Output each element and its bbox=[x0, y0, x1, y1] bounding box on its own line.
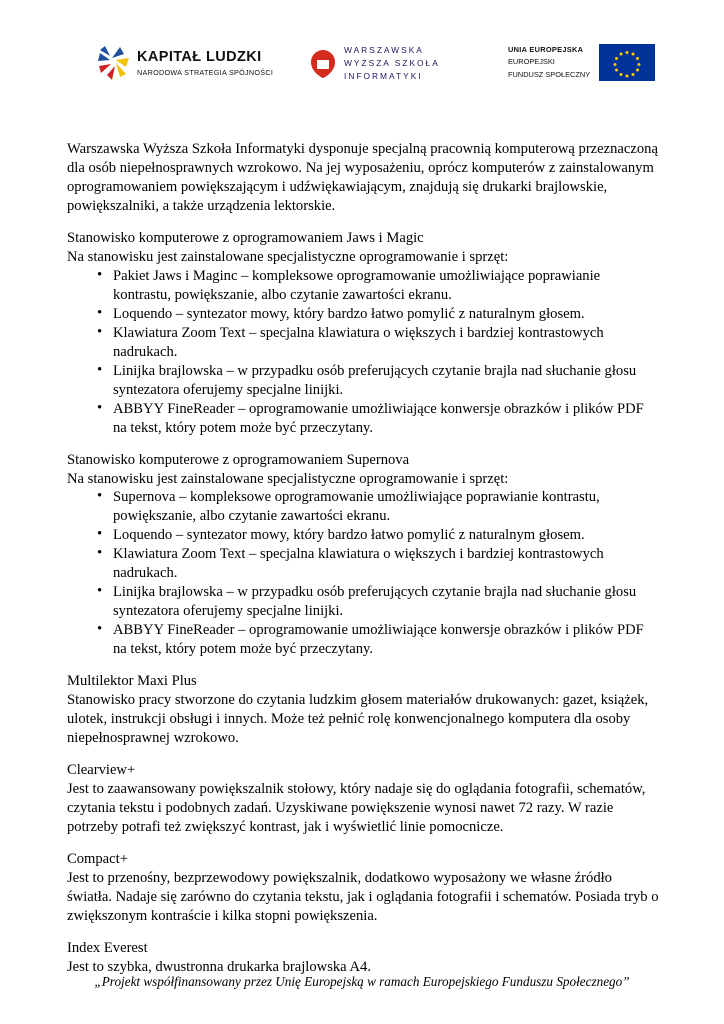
eu-flag-icon bbox=[599, 44, 655, 81]
document-content bbox=[67, 140, 659, 990]
bullet-list-jaws bbox=[67, 267, 659, 438]
section-body-compact: Jest to przenośny, bezprzewodowy powiększalnik, dodatkowo wyposażony we własne źródło światła. Nadaje się zarówno do czytania tekstu, jak i oglądania fotografii i schematów. Posiada tryb o zwiększonym kontraście i kilka stopni powiększenia. bbox=[67, 869, 659, 924]
section-body-clearview: Jest to zaawansowany powiększalnik stołowy, który nadaje się do oglądania fotografii, schematów, czytania tekstu i podobnych zadań. Uzyskiwane powiększenie wynosi nawet 72 razy. W razie potrzeby potrafi też zwiększyć kontrast, jak i wyświetlić linie pomocnicze. bbox=[67, 781, 646, 835]
section-heading-multilektor: Multilektor Maxi Plus bbox=[67, 673, 197, 690]
section-lead-supernova: Na stanowisku jest zainstalowane specjalistyczne oprogramowanie i sprzęt: bbox=[67, 470, 509, 487]
list-item: • Pakiet Jaws i Maginc – kompleksowe oprogramowanie umożliwiające poprawianie kontrastu, powiększanie, albo czytanie zawartości ekranu. bbox=[97, 267, 659, 305]
list-item: • Loquendo – syntezator mowy, który bardzo łatwo pomylić z naturalnym głosem. bbox=[97, 526, 659, 545]
eu-text bbox=[508, 44, 590, 81]
header-logo-row bbox=[0, 38, 724, 98]
wwsi-line-2: WYŻSZA SZKOŁA bbox=[344, 58, 440, 69]
kapital-ludzki-text bbox=[137, 50, 273, 77]
list-item: • Linijka brajlowska – w przypadku osób preferujących czytanie brajla nad słuchanie głosu syntezatora oferujemy specjalne linijki. bbox=[97, 583, 659, 621]
kapital-ludzki-title: KAPITAŁ LUDZKI bbox=[137, 48, 262, 65]
wwsi-line-3: INFORMATYKI bbox=[344, 71, 423, 82]
bullet-list-supernova bbox=[67, 488, 659, 659]
logo-wwsi bbox=[310, 44, 440, 83]
section-heading-compact: Compact+ bbox=[67, 850, 128, 867]
eu-line-2: EUROPEJSKI bbox=[508, 57, 555, 67]
wwsi-line-1: WARSZAWSKA bbox=[344, 45, 424, 55]
eu-line-3: FUNDUSZ SPOŁECZNY bbox=[508, 69, 591, 79]
kapital-ludzki-subtitle: NARODOWA STRATEGIA SPÓJNOŚCI bbox=[137, 67, 274, 77]
section-heading-supernova: Stanowisko komputerowe z oprogramowaniem Supernova bbox=[67, 451, 410, 468]
kapital-ludzki-star-icon bbox=[96, 44, 130, 82]
list-item: • Linijka brajlowska – w przypadku osób preferujących czytanie brajla nad słuchanie głosu syntezatora oferujemy specjalne linijki. bbox=[97, 362, 659, 400]
section-heading-index-everest: Index Everest bbox=[67, 939, 148, 956]
section-lead-jaws: Na stanowisku jest zainstalowane specjalistyczne oprogramowanie i sprzęt: bbox=[67, 248, 509, 265]
list-item: • Loquendo – syntezator mowy, który bardzo łatwo pomylić z naturalnym głosem. bbox=[97, 305, 659, 324]
intro-paragraph: Warszawska Wyższa Szkoła Informatyki dysponuje specjalną pracownią komputerową przeznaczoną dla osób niepełnosprawnych wzrokowo. Na jej wyposażeniu, oprócz komputerów z zainstalowanym oprogramowaniem powiększającym i udźwiękawiającym, znajdują się drukarki brajlowskie, powiększalniki, a także urządzenia lektorskie. bbox=[67, 141, 658, 214]
eu-line-1: UNIA EUROPEJSKA bbox=[508, 45, 584, 55]
list-item: • ABBYY FineReader – oprogramowanie umożliwiające konwersje obrazków i plików PDF na tekst, który potem może być przeczytany. bbox=[97, 621, 659, 659]
wwsi-mark-icon bbox=[310, 49, 336, 79]
list-item: • Supernova – kompleksowe oprogramowanie umożliwiające poprawianie kontrastu, powiększanie, albo czytanie zawartości ekranu. bbox=[97, 488, 659, 526]
section-heading-jaws: Stanowisko komputerowe z oprogramowaniem Jaws i Magic bbox=[67, 229, 424, 246]
list-item: • ABBYY FineReader – oprogramowanie umożliwiające konwersje obrazków i plików PDF na tekst, który potem może być przeczytany. bbox=[97, 400, 659, 438]
list-item: • Klawiatura Zoom Text – specjalna klawiatura o większych i bardziej kontrastowych nadrukach. bbox=[97, 324, 659, 362]
section-body-multilektor: Stanowisko pracy stworzone do czytania ludzkim głosem materiałów drukowanych: gazet, książek, ulotek, instrukcji obsługi i innych. Może też pełnić rolę konwencjonalnego komputera dla osoby niepełnosprawnej wzrokowo. bbox=[67, 692, 649, 747]
section-heading-clearview: Clearview+ bbox=[67, 762, 136, 779]
wwsi-text bbox=[344, 44, 440, 83]
logo-unia-europejska bbox=[508, 44, 655, 81]
logo-kapital-ludzki bbox=[96, 44, 273, 82]
section-body-index-everest: Jest to szybka, dwustronna drukarka brajlowska A4. bbox=[67, 958, 371, 975]
list-item: • Klawiatura Zoom Text – specjalna klawiatura o większych i bardziej kontrastowych nadrukach. bbox=[97, 545, 659, 583]
footer-note: „Projekt współfinansowany przez Unię Europejską w ramach Europejskiego Funduszu Społecznego” bbox=[94, 974, 630, 989]
